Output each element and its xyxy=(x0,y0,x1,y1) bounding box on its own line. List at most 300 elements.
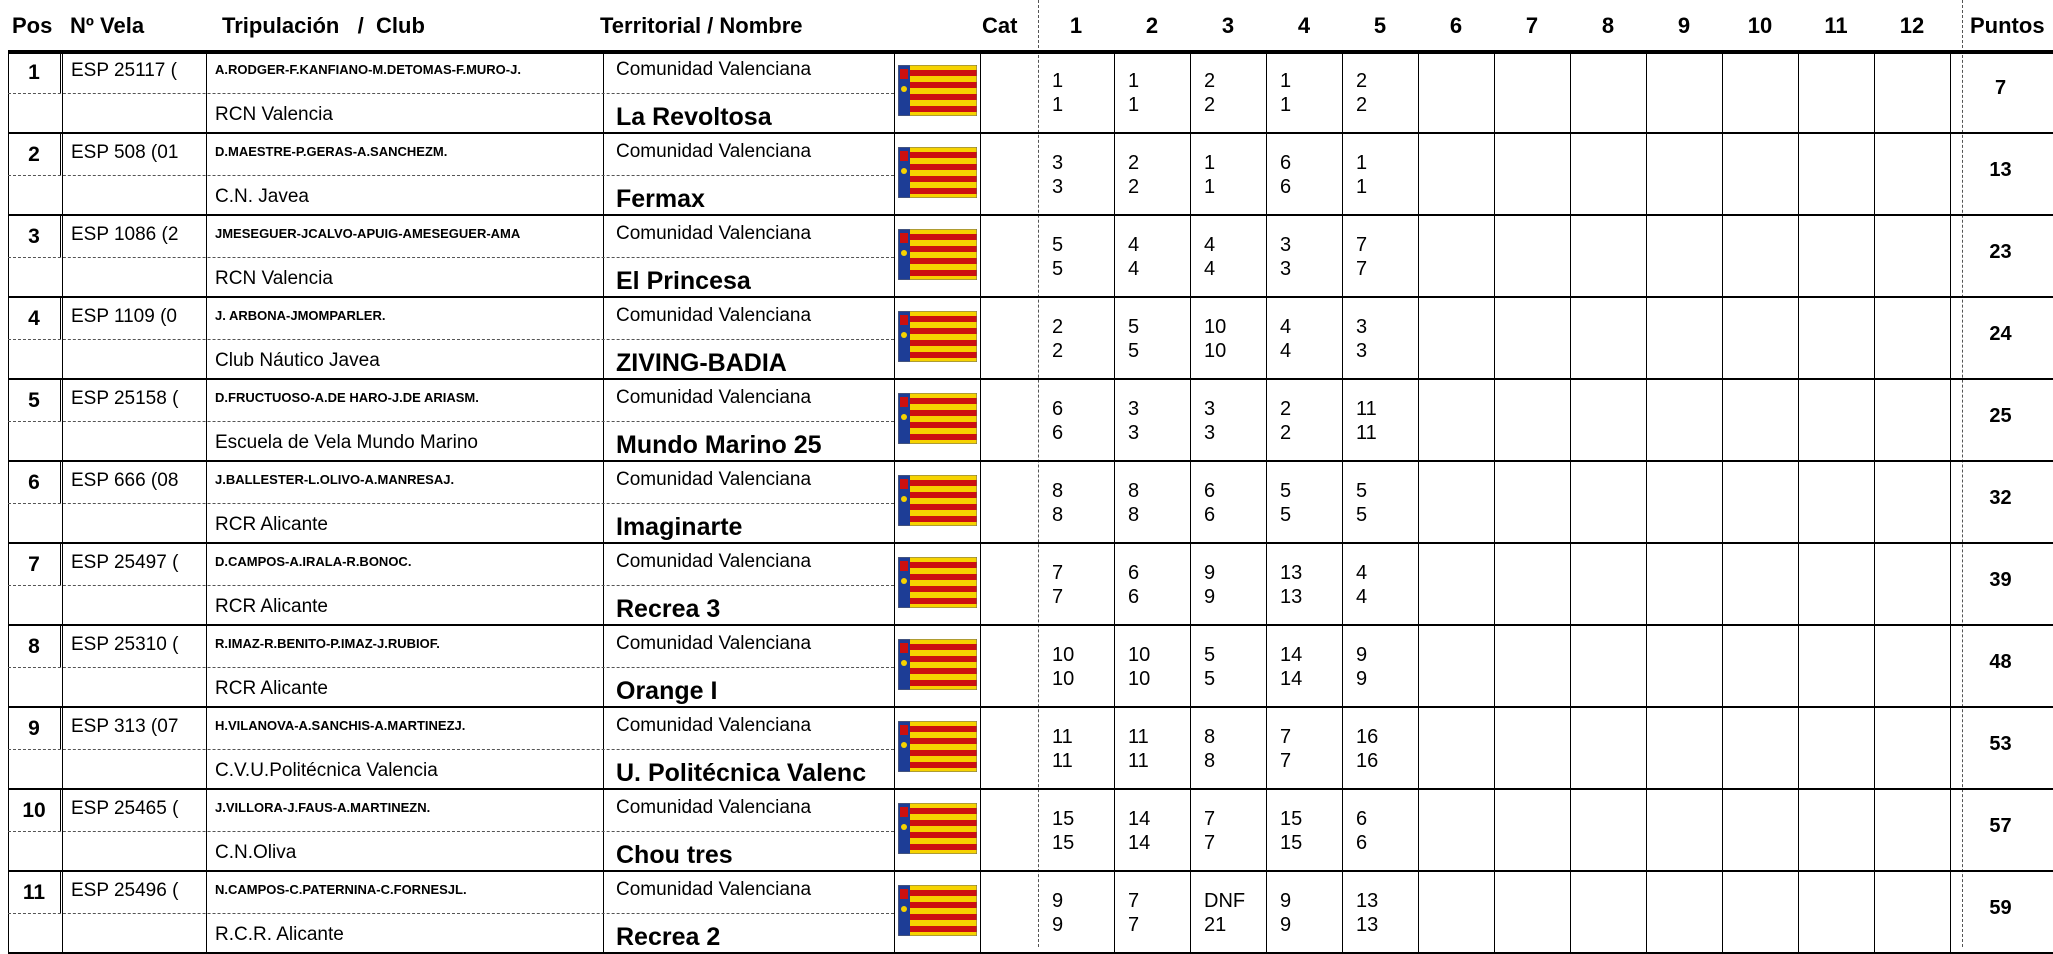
club-name: C.N.Oliva xyxy=(215,842,297,863)
row-divider xyxy=(8,831,894,832)
cell-border xyxy=(980,544,981,626)
race-score-net: 1 xyxy=(1356,176,1368,198)
territorial-name: Comunidad Valenciana xyxy=(616,387,812,408)
race-score: 7 xyxy=(1204,808,1216,830)
sail-number: ESP 25497 ( xyxy=(71,552,179,573)
race-score: 6 xyxy=(1280,152,1292,174)
boat-name: Orange I xyxy=(616,677,718,705)
sail-number: ESP 25465 ( xyxy=(71,798,179,819)
cell-border xyxy=(1266,790,1267,872)
sail-number: ESP 508 (01 xyxy=(71,142,179,163)
cell-border xyxy=(1114,380,1115,462)
cell-border xyxy=(1266,52,1267,134)
race-score: 5 xyxy=(1128,316,1140,338)
race-score-net: 11 xyxy=(1356,422,1377,444)
cell-border xyxy=(60,380,61,421)
result-row xyxy=(0,298,2053,380)
result-row xyxy=(0,626,2053,708)
cell-border xyxy=(1342,626,1343,708)
cell-border xyxy=(1874,872,1875,954)
cell-border xyxy=(1190,462,1191,544)
club-name: RCR Alicante xyxy=(215,596,328,617)
sail-number: ESP 313 (07 xyxy=(71,716,179,737)
cell-border xyxy=(1190,298,1191,380)
cell-border xyxy=(60,134,61,175)
territorial-name: Comunidad Valenciana xyxy=(616,797,812,818)
cell-border xyxy=(1342,134,1343,216)
territorial-name: Comunidad Valenciana xyxy=(616,879,812,900)
total-points: 13 xyxy=(1989,159,2012,181)
territorial-name: Comunidad Valenciana xyxy=(616,305,812,326)
territorial-name: Comunidad Valenciana xyxy=(616,59,812,80)
race-score-net: 5 xyxy=(1204,668,1216,690)
cell-border xyxy=(1342,380,1343,462)
cell-border xyxy=(1114,462,1115,544)
header-category: Cat xyxy=(982,13,1018,38)
cell-border xyxy=(1342,462,1343,544)
race-score: 5 xyxy=(1280,480,1292,502)
race-score-net: 2 xyxy=(1204,94,1216,116)
cell-border xyxy=(1494,134,1495,216)
cell-border xyxy=(1722,626,1723,708)
cell-border xyxy=(1646,544,1647,626)
race-score-net: 4 xyxy=(1280,340,1292,362)
sail-number: ESP 25158 ( xyxy=(71,388,179,409)
cell-border xyxy=(980,52,981,134)
race-score: 2 xyxy=(1356,70,1368,92)
race-score-net: 5 xyxy=(1052,258,1064,280)
cell-border xyxy=(894,462,895,544)
cell-border xyxy=(1418,298,1419,380)
total-points: 53 xyxy=(1989,733,2012,755)
race-score-net: 7 xyxy=(1128,914,1140,936)
valencia-flag-icon xyxy=(898,639,977,690)
cell-border xyxy=(1114,216,1115,298)
race-score-net: 10 xyxy=(1204,340,1227,362)
valencia-flag-icon xyxy=(898,65,977,116)
race-score-net: 15 xyxy=(1280,832,1303,854)
cell-border xyxy=(1418,708,1419,790)
cell-border xyxy=(980,708,981,790)
cell-border xyxy=(1950,216,1951,298)
position-number: 9 xyxy=(28,717,40,740)
race-score-net: 11 xyxy=(1052,750,1073,772)
cell-border xyxy=(1646,216,1647,298)
cell-border xyxy=(980,134,981,216)
position-number: 2 xyxy=(28,143,40,166)
race-score-net: 4 xyxy=(1204,258,1216,280)
cell-border xyxy=(1266,216,1267,298)
race-score-net: 3 xyxy=(1128,422,1140,444)
cell-border xyxy=(1190,872,1191,954)
cell-border xyxy=(894,708,895,790)
cell-border xyxy=(1646,872,1647,954)
total-points: 59 xyxy=(1989,897,2012,919)
race-score-net: 14 xyxy=(1280,668,1303,690)
cell-border xyxy=(1190,134,1191,216)
race-score-net: 16 xyxy=(1356,750,1379,772)
crew-names: J.BALLESTER-L.OLIVO-A.MANRESAJ. xyxy=(215,472,455,487)
header-race-3: 3 xyxy=(1221,13,1235,38)
race-score-net: 7 xyxy=(1280,750,1292,772)
crew-names: J.VILLORA-J.FAUS-A.MARTINEZN. xyxy=(215,800,431,815)
cell-border xyxy=(1266,626,1267,708)
position-number: 10 xyxy=(22,799,46,822)
crew-names: N.CAMPOS-C.PATERNINA-C.FORNESJL. xyxy=(215,882,467,897)
race-score-net: 1 xyxy=(1204,176,1216,198)
cell-border xyxy=(1874,134,1875,216)
cell-border xyxy=(1570,216,1571,298)
cell-border xyxy=(1798,52,1799,134)
cell-border xyxy=(1342,216,1343,298)
cell-border xyxy=(1342,52,1343,134)
sail-number: ESP 1086 (2 xyxy=(71,224,179,245)
race-score: 5 xyxy=(1356,480,1368,502)
race-score: 10 xyxy=(1204,316,1227,338)
cell-border xyxy=(60,216,61,257)
valencia-flag-icon xyxy=(898,393,977,444)
result-row xyxy=(0,52,2053,134)
row-divider xyxy=(8,585,894,586)
race-score-net: 4 xyxy=(1356,586,1368,608)
race-score: 6 xyxy=(1128,562,1140,584)
cell-border xyxy=(1342,544,1343,626)
row-divider xyxy=(8,913,894,914)
header-race-9: 9 xyxy=(1677,13,1691,38)
club-name: RCR Alicante xyxy=(215,514,328,535)
race-score: 7 xyxy=(1128,890,1140,912)
cell-border xyxy=(1722,216,1723,298)
cell-border xyxy=(980,462,981,544)
race-score-net: 6 xyxy=(1280,176,1292,198)
cell-border xyxy=(1950,626,1951,708)
cell-border xyxy=(1190,380,1191,462)
total-points: 7 xyxy=(1994,77,2007,99)
result-row xyxy=(0,708,2053,790)
cell-border xyxy=(980,626,981,708)
position-number: 8 xyxy=(28,635,40,658)
race-score-net: 5 xyxy=(1356,504,1368,526)
cell-border xyxy=(1570,544,1571,626)
header-race-12: 12 xyxy=(1899,13,1925,38)
cell-border xyxy=(1874,462,1875,544)
cell-border xyxy=(1190,790,1191,872)
cell-border xyxy=(1722,298,1723,380)
valencia-flag-icon xyxy=(898,885,977,936)
race-score-net: 10 xyxy=(1128,668,1151,690)
total-points: 32 xyxy=(1989,487,2012,509)
crew-names: D.CAMPOS-A.IRALA-R.BONOC. xyxy=(215,554,412,569)
race-score: 9 xyxy=(1280,890,1292,912)
race-score-net: 9 xyxy=(1052,914,1064,936)
cell-border xyxy=(1950,52,1951,134)
valencia-flag-icon xyxy=(898,475,977,526)
position-number: 11 xyxy=(22,881,46,904)
cell-border xyxy=(1950,380,1951,462)
race-score: 3 xyxy=(1280,234,1292,256)
cell-border xyxy=(894,298,895,380)
sail-number: ESP 1109 (0 xyxy=(71,306,177,327)
boat-name: Chou tres xyxy=(616,841,733,869)
crew-names: D.FRUCTUOSO-A.DE HARO-J.DE ARIASM. xyxy=(215,390,479,405)
cell-border xyxy=(1114,134,1115,216)
race-score-net: 1 xyxy=(1128,94,1140,116)
cell-border xyxy=(1570,708,1571,790)
club-name: R.C.R. Alicante xyxy=(215,924,344,945)
race-score: 7 xyxy=(1052,562,1064,584)
cell-border xyxy=(1418,134,1419,216)
territorial-name: Comunidad Valenciana xyxy=(616,551,812,572)
cell-border xyxy=(1722,708,1723,790)
race-score: DNF xyxy=(1204,890,1246,912)
cell-border xyxy=(1798,462,1799,544)
race-score-net: 10 xyxy=(1052,668,1075,690)
cell-border xyxy=(1190,216,1191,298)
race-score: 3 xyxy=(1128,398,1140,420)
race-score: 14 xyxy=(1280,644,1303,666)
cell-border xyxy=(1114,298,1115,380)
cell-border xyxy=(1342,790,1343,872)
race-score: 9 xyxy=(1204,562,1216,584)
cell-border xyxy=(1798,380,1799,462)
cell-border xyxy=(1950,790,1951,872)
cell-border xyxy=(1646,626,1647,708)
race-score: 5 xyxy=(1052,234,1064,256)
cell-border xyxy=(1722,134,1723,216)
result-row xyxy=(0,134,2053,216)
position-number: 6 xyxy=(28,471,40,494)
cell-border xyxy=(1722,380,1723,462)
cell-border xyxy=(1342,872,1343,954)
race-score: 8 xyxy=(1204,726,1216,748)
cell-border xyxy=(1874,298,1875,380)
cell-border xyxy=(1114,544,1115,626)
cell-border xyxy=(1494,298,1495,380)
race-score-net: 3 xyxy=(1280,258,1292,280)
crew-names: JMESEGUER-JCALVO-APUIG-AMESEGUER-AMA xyxy=(215,226,521,241)
race-score: 15 xyxy=(1280,808,1303,830)
race-score-net: 5 xyxy=(1280,504,1292,526)
race-score: 2 xyxy=(1280,398,1292,420)
cell-border xyxy=(1950,298,1951,380)
valencia-flag-icon xyxy=(898,229,977,280)
valencia-flag-icon xyxy=(898,147,977,198)
header-race-7: 7 xyxy=(1525,13,1539,38)
race-score-net: 1 xyxy=(1052,94,1064,116)
race-score-net: 4 xyxy=(1128,258,1140,280)
cell-border xyxy=(60,708,61,749)
race-score: 1 xyxy=(1052,70,1064,92)
race-score: 15 xyxy=(1052,808,1075,830)
cell-border xyxy=(980,790,981,872)
cell-border xyxy=(1950,134,1951,216)
club-name: Escuela de Vela Mundo Marino xyxy=(215,432,478,453)
cell-border xyxy=(980,380,981,462)
total-points: 23 xyxy=(1989,241,2012,263)
boat-name: El Princesa xyxy=(616,267,751,295)
cell-border xyxy=(1570,298,1571,380)
race-score: 13 xyxy=(1356,890,1379,912)
club-name: RCR Alicante xyxy=(215,678,328,699)
header-race-2: 2 xyxy=(1145,13,1159,38)
race-score: 4 xyxy=(1356,562,1368,584)
race-score-net: 9 xyxy=(1204,586,1216,608)
race-score-net: 7 xyxy=(1204,832,1216,854)
cell-border xyxy=(1494,708,1495,790)
position-number: 3 xyxy=(28,225,40,248)
race-score-net: 2 xyxy=(1128,176,1140,198)
race-score: 3 xyxy=(1052,152,1064,174)
cell-border xyxy=(1114,872,1115,954)
cell-border xyxy=(1646,462,1647,544)
cell-border xyxy=(980,298,981,380)
race-score-net: 6 xyxy=(1052,422,1064,444)
header-sail-number: Nº Vela xyxy=(70,13,145,38)
race-score: 1 xyxy=(1128,70,1140,92)
crew-names: R.IMAZ-R.BENITO-P.IMAZ-J.RUBIOF. xyxy=(215,636,440,651)
race-score-net: 1 xyxy=(1280,94,1292,116)
territorial-name: Comunidad Valenciana xyxy=(616,469,812,490)
club-name: RCN Valencia xyxy=(215,268,333,289)
cell-border xyxy=(1114,52,1115,134)
race-score-net: 11 xyxy=(1128,750,1149,772)
row-divider xyxy=(8,749,894,750)
cell-border xyxy=(1722,790,1723,872)
race-score: 7 xyxy=(1280,726,1292,748)
cell-border xyxy=(1570,626,1571,708)
cell-border xyxy=(1722,52,1723,134)
cell-border xyxy=(894,544,895,626)
cell-border xyxy=(1114,708,1115,790)
result-row xyxy=(0,872,2053,954)
position-number: 7 xyxy=(28,553,40,576)
race-score-net: 6 xyxy=(1128,586,1140,608)
race-score-net: 13 xyxy=(1356,914,1379,936)
race-score: 10 xyxy=(1052,644,1075,666)
cell-border xyxy=(1874,216,1875,298)
cell-border xyxy=(60,52,61,93)
header-race-6: 6 xyxy=(1449,13,1463,38)
result-row xyxy=(0,462,2053,544)
race-score-net: 9 xyxy=(1356,668,1368,690)
cell-border xyxy=(1798,708,1799,790)
cell-border xyxy=(1950,462,1951,544)
race-score-net: 7 xyxy=(1356,258,1368,280)
sail-number: ESP 25117 ( xyxy=(71,60,177,81)
cell-border xyxy=(1190,544,1191,626)
row-divider xyxy=(8,503,894,504)
cell-border xyxy=(1190,52,1191,134)
cell-border xyxy=(1418,544,1419,626)
race-score: 5 xyxy=(1204,644,1216,666)
crew-names: A.RODGER-F.KANFIANO-M.DETOMAS-F.MURO-J. xyxy=(215,62,521,77)
row-divider xyxy=(8,93,894,94)
boat-name: La Revoltosa xyxy=(616,103,772,131)
cell-border xyxy=(1570,462,1571,544)
cell-border xyxy=(1342,708,1343,790)
race-score-net: 6 xyxy=(1356,832,1368,854)
cell-border xyxy=(1494,52,1495,134)
total-points: 24 xyxy=(1989,323,2012,345)
cell-border xyxy=(1570,134,1571,216)
race-score: 4 xyxy=(1128,234,1140,256)
race-score: 8 xyxy=(1128,480,1140,502)
cell-border xyxy=(1418,872,1419,954)
crew-names: J. ARBONA-JMOMPARLER. xyxy=(215,308,386,323)
result-row xyxy=(0,790,2053,872)
cell-border xyxy=(1494,790,1495,872)
boat-name: Fermax xyxy=(616,185,705,213)
cell-border xyxy=(894,134,895,216)
race-score-net: 8 xyxy=(1128,504,1140,526)
cell-border xyxy=(1494,872,1495,954)
cell-border xyxy=(894,872,895,954)
cell-border xyxy=(894,626,895,708)
cell-border xyxy=(1798,872,1799,954)
cell-border xyxy=(60,872,61,913)
race-score-net: 2 xyxy=(1280,422,1292,444)
cell-border xyxy=(1646,52,1647,134)
club-name: C.V.U.Politécnica Valencia xyxy=(215,760,438,781)
cell-border xyxy=(1798,626,1799,708)
race-score-net: 21 xyxy=(1204,914,1227,936)
cell-border xyxy=(1418,462,1419,544)
cell-border xyxy=(1798,298,1799,380)
cell-border xyxy=(894,790,895,872)
total-points: 48 xyxy=(1989,651,2012,673)
header-crew-club: Tripulación / Club xyxy=(222,13,425,38)
row-divider xyxy=(8,339,894,340)
race-score-net: 9 xyxy=(1280,914,1292,936)
race-score: 2 xyxy=(1204,70,1216,92)
cell-border xyxy=(980,872,981,954)
race-score: 3 xyxy=(1356,316,1368,338)
cell-border xyxy=(980,216,981,298)
valencia-flag-icon xyxy=(898,803,977,854)
cell-border xyxy=(60,626,61,667)
race-score: 1 xyxy=(1356,152,1368,174)
cell-border xyxy=(1342,298,1343,380)
race-score: 6 xyxy=(1204,480,1216,502)
race-score: 3 xyxy=(1204,398,1216,420)
header-points: Puntos xyxy=(1970,13,2045,38)
cell-border xyxy=(60,544,61,585)
cell-border xyxy=(894,216,895,298)
row-divider xyxy=(8,175,894,176)
cell-border xyxy=(1646,790,1647,872)
race-score: 11 xyxy=(1128,726,1149,748)
boat-name: Imaginarte xyxy=(616,513,743,541)
race-score: 1 xyxy=(1280,70,1292,92)
valencia-flag-icon xyxy=(898,721,977,772)
cell-border xyxy=(1646,134,1647,216)
cell-border xyxy=(1722,872,1723,954)
race-score: 11 xyxy=(1052,726,1073,748)
cell-border xyxy=(1798,216,1799,298)
race-score-net: 2 xyxy=(1052,340,1064,362)
cell-border xyxy=(1494,544,1495,626)
race-score: 13 xyxy=(1280,562,1303,584)
cell-border xyxy=(1570,52,1571,134)
header-pos: Pos xyxy=(12,13,53,38)
header-race-8: 8 xyxy=(1601,13,1615,38)
territorial-name: Comunidad Valenciana xyxy=(616,223,812,244)
total-points: 25 xyxy=(1989,405,2012,427)
cell-border xyxy=(1874,52,1875,134)
cell-border xyxy=(1874,544,1875,626)
header-race-4: 4 xyxy=(1297,13,1311,38)
cell-border xyxy=(1266,544,1267,626)
